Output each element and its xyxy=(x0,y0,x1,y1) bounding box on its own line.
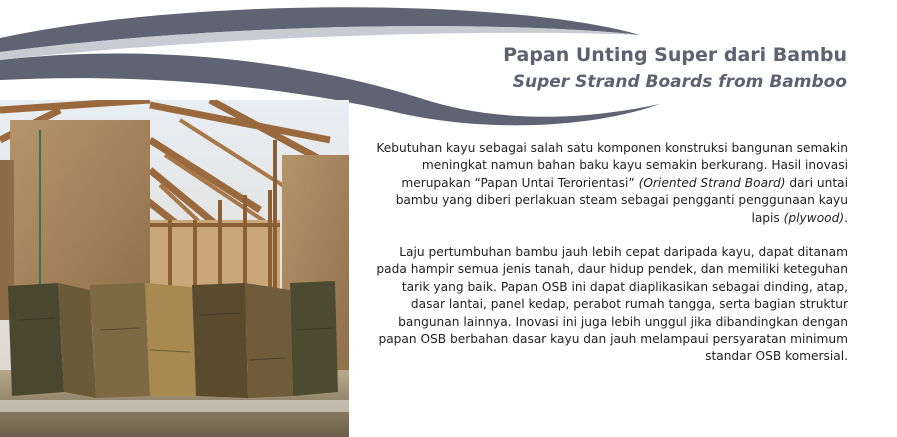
body-text xyxy=(368,140,848,366)
page-title: Papan Unting Super dari Bambu xyxy=(503,44,847,66)
osb-house-photo xyxy=(0,100,349,437)
title-block xyxy=(503,42,847,94)
paragraph-1-text-a: Kebutuhan kayu sebagai salah satu komponen konstruksi bangunan semakin meningkat namun bahan baku kayu semakin berkurang. Hasil inovasi merupakan “Papan Untai Terorientasi” xyxy=(376,141,848,190)
paragraph-1-italic-plywood: (plywood) xyxy=(783,210,845,225)
paragraph-1-italic-osb: (Oriented Strand Board) xyxy=(638,175,786,190)
paragraph-1-text-e: . xyxy=(844,210,848,225)
paragraph-2: Laju pertumbuhan bambu jauh lebih cepat daripada kayu, dapat ditanam pada hampir semua jenis tanah, daur hidup pendek, dan memiliki keteguhan tarik yang baik. Papan OSB ini dapat diaplikasikan sebagai dinding, atap, dasar lantai, panel kedap, perabot rumah tangga, serta bagian struktur bangunan lainnya. Inovasi ini juga lebih unggul jika dibandingkan dengan papan OSB berbahan dasar kayu dan jauh melampaui persyaratan minimum standar OSB komersial. xyxy=(376,245,848,364)
page-subtitle: Super Strand Boards from Bamboo xyxy=(512,72,847,92)
paragraph-1 xyxy=(368,140,848,227)
paragraph-1-text-c: dari untai bambu yang diberi perlakuan steam sebagai pengganti penggunaan kayu lapis xyxy=(395,175,848,225)
